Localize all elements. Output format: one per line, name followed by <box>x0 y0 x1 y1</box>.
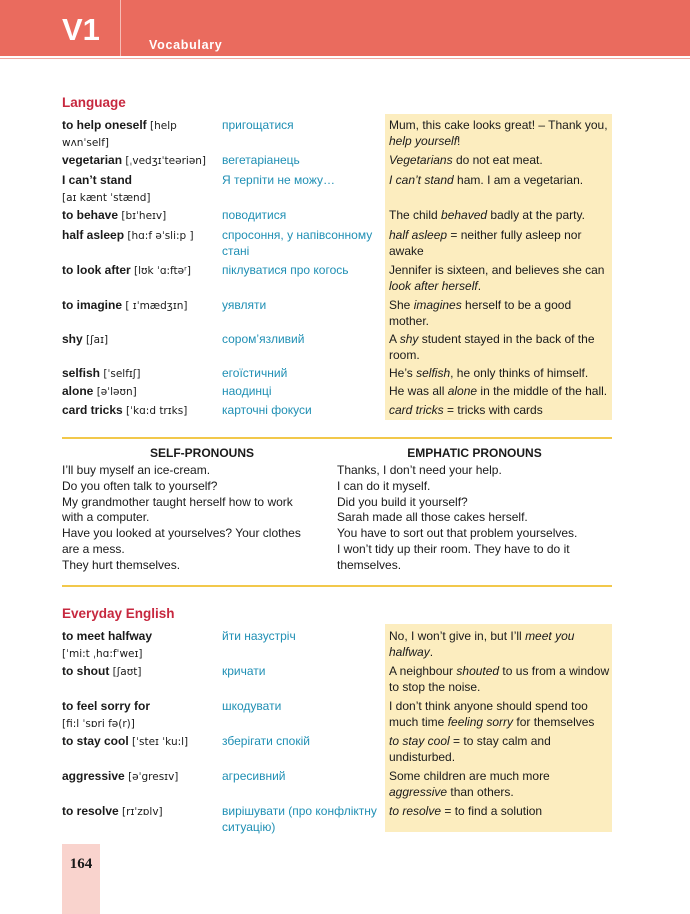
term: to stay cool <box>62 734 129 748</box>
term: aggressive <box>62 769 125 783</box>
transcription: [help <box>150 120 177 132</box>
example-highlight: look after herself <box>389 279 478 293</box>
header-underline <box>0 58 690 59</box>
transcription: [əˈləʊn] <box>96 386 137 398</box>
translation: зберігати спокій <box>222 734 310 748</box>
translation: йти назустріч <box>222 629 296 643</box>
example-text-end: . <box>429 645 434 659</box>
term: I can’t stand <box>62 173 133 187</box>
translation: Я терпіти не можу… <box>222 173 335 187</box>
translation: егоїстичний <box>222 366 288 380</box>
translation: вегетаріанець <box>222 153 300 167</box>
example-line: are a mess. <box>62 541 125 556</box>
term-cell <box>62 628 217 662</box>
term: to shout <box>62 664 110 678</box>
example <box>389 227 610 259</box>
example-highlight: imagines <box>413 298 462 312</box>
page-number-tab <box>62 844 100 914</box>
example-text: The child <box>389 208 442 222</box>
example-text-end: herself to be a good mother. <box>389 298 572 328</box>
example <box>389 152 610 168</box>
example-line: with a computer. <box>62 510 150 525</box>
everyday-english-heading: Everyday English <box>62 606 175 621</box>
example-text-end: = tricks with cards <box>443 403 543 417</box>
example <box>389 733 610 765</box>
example-text: Jennifer is sixteen, and believes she can <box>389 263 605 277</box>
term: card tricks <box>62 403 123 417</box>
term: selfish <box>62 366 101 380</box>
example <box>389 262 610 294</box>
translation: пригощатися <box>222 118 294 132</box>
example <box>389 297 610 329</box>
unit-header-bar <box>0 0 690 56</box>
translation: сором’язливий <box>222 332 305 346</box>
example-line: Did you build it yourself? <box>337 494 468 509</box>
term: to behave <box>62 208 119 222</box>
term-cell <box>62 207 217 224</box>
transcription: [ ɪˈmædʒɪn] <box>125 300 188 312</box>
example-highlight: meet you halfway <box>389 629 575 659</box>
transcription-cont: [aɪ kænt ˈstænd] <box>62 192 151 204</box>
example <box>389 768 610 800</box>
example-text-end: ! <box>457 134 461 148</box>
term: to meet halfway <box>62 629 153 643</box>
example-text: A neighbour <box>389 664 457 678</box>
translation: уявляти <box>222 298 267 312</box>
example-text: Mum, this cake looks great! – Thank you, <box>389 118 608 132</box>
example-line: Have you looked at yourselves? Your clothes <box>62 526 301 541</box>
term: alone <box>62 384 94 398</box>
example-highlight: help yourself <box>389 134 458 148</box>
example-text-end: than others. <box>447 785 514 799</box>
example-text: A <box>389 332 400 346</box>
transcription: [ʃaɪ] <box>86 334 109 346</box>
term: to help oneself <box>62 118 147 132</box>
translation: спросоння, у напівсонному стані <box>222 228 373 258</box>
transcription: [hɑ:f əˈsli:p ] <box>127 230 194 242</box>
example-text: He’s <box>389 366 417 380</box>
example-highlight: I can’t stand <box>389 173 454 187</box>
example-line: I’ll buy myself an ice-cream. <box>62 463 211 477</box>
emphatic-pronouns-examples <box>337 463 612 574</box>
term-cell <box>62 172 217 206</box>
term-cell <box>62 262 217 279</box>
transcription: [lʊk ˈɑ:ftəʳ] <box>134 265 191 277</box>
term-cell <box>62 768 217 785</box>
term-cell <box>62 152 217 169</box>
transcription: [rɪˈzɒlv] <box>122 806 163 818</box>
transcription: [ˈsteɪ ˈku:l] <box>132 736 189 748</box>
term: to look after <box>62 263 131 277</box>
section-name: Vocabulary <box>149 38 223 52</box>
example-highlight: to stay cool <box>389 734 450 748</box>
example-line: Thanks, I don’t need your help. <box>337 463 502 477</box>
translation: піклуватися про когось <box>222 263 349 277</box>
term: shy <box>62 332 83 346</box>
term: vegetarian <box>62 153 123 167</box>
term: to resolve <box>62 804 119 818</box>
translation: карточні фокуси <box>222 403 312 417</box>
transcription-cont: wʌnˈself] <box>62 137 109 149</box>
example-highlight: selfish <box>416 366 451 380</box>
transcription: [əˈgresɪv] <box>128 771 179 783</box>
example <box>389 172 610 188</box>
translation: вирішувати (про конфліктну ситуацію) <box>222 804 377 834</box>
divider-bottom <box>62 585 612 587</box>
example-text-end: . <box>477 279 482 293</box>
transcription: [bɪˈheɪv] <box>121 210 167 222</box>
term-cell <box>62 227 217 244</box>
example-text-end: do not eat meat. <box>452 153 543 167</box>
term-cell <box>62 402 217 419</box>
self-pronouns-examples <box>62 463 332 574</box>
example-text-end: for themselves <box>513 715 595 729</box>
example-text: No, I won’t give in, but I’ll <box>389 629 526 643</box>
term: to feel sorry for <box>62 699 151 713</box>
term-cell <box>62 698 217 732</box>
example <box>389 383 610 399</box>
example <box>389 331 610 363</box>
example-text-end: = to stay calm and undisturbed. <box>389 734 551 764</box>
translation: агресивний <box>222 769 286 783</box>
example-line: themselves. <box>337 557 402 572</box>
emphatic-pronouns-heading: EMPHATIC PRONOUNS <box>407 446 542 460</box>
transcription: [ˌvedʒɪˈteəriən] <box>125 155 207 167</box>
example-highlight: feeling sorry <box>447 715 514 729</box>
example-highlight: to resolve <box>389 804 442 818</box>
language-heading: Language <box>62 95 126 110</box>
header-divider <box>120 0 121 56</box>
example-text-end: badly at the party. <box>487 208 585 222</box>
example-highlight: Vegetarians <box>389 153 453 167</box>
example-text: I don’t think anyone should spend too much time <box>389 699 588 729</box>
example <box>389 117 610 149</box>
example <box>389 628 610 660</box>
example <box>389 365 610 381</box>
translation: поводитися <box>222 208 287 222</box>
example <box>389 402 610 418</box>
example-text: Some children are much more <box>389 769 550 783</box>
example-line: You have to sort out that problem yourselves. <box>337 526 578 541</box>
term-cell <box>62 383 217 400</box>
translation: наодинці <box>222 384 272 398</box>
transcription-cont: [ˈmi:t ˌhɑ:fˈweɪ] <box>62 648 143 660</box>
translation: шкодувати <box>222 699 282 713</box>
example <box>389 207 610 223</box>
term-cell <box>62 733 217 750</box>
unit-label: V1 <box>62 12 100 47</box>
example-text-end: to us from a window to stop the noise. <box>389 664 610 694</box>
example-text-end: in the middle of the hall. <box>477 384 608 398</box>
example-line: I can do it myself. <box>337 478 431 493</box>
example <box>389 803 610 819</box>
divider-top <box>62 437 612 439</box>
example-text-end: ham. I am a vegetarian. <box>453 173 584 187</box>
example-line: Sarah made all those cakes herself. <box>337 510 528 525</box>
example-highlight: shouted <box>456 664 500 678</box>
example-line: Do you often talk to yourself? <box>62 478 218 493</box>
example-highlight: shy <box>399 332 419 346</box>
term-cell <box>62 117 217 151</box>
example-text-end: = to find a solution <box>441 804 543 818</box>
example-highlight: behaved <box>441 208 488 222</box>
transcription: [ˈkɑ:d trɪks] <box>126 405 188 417</box>
transcription: [ʃaʊt] <box>112 666 142 678</box>
example-line: I won’t tidy up their room. They have to do it <box>337 541 570 556</box>
example-text-end: , he only thinks of himself. <box>450 366 589 380</box>
page-number: 164 <box>69 856 93 872</box>
example-line: My grandmother taught herself how to work <box>62 494 293 509</box>
term-cell <box>62 331 217 348</box>
term: half asleep <box>62 228 125 242</box>
example-highlight: half asleep <box>389 228 448 242</box>
example-text: She <box>389 298 414 312</box>
transcription: [ˈselfɪʃ] <box>103 368 141 380</box>
term-cell <box>62 663 217 680</box>
translation: кричати <box>222 664 266 678</box>
example <box>389 663 610 695</box>
example-highlight: alone <box>447 384 478 398</box>
term-cell <box>62 365 217 382</box>
example-highlight: card tricks <box>389 403 444 417</box>
term-cell <box>62 297 217 314</box>
example-text-end: = neither fully asleep nor awake <box>389 228 582 258</box>
example-text-end: student stayed in the back of the room. <box>389 332 595 362</box>
example-text: He was all <box>389 384 448 398</box>
example-highlight: aggressive <box>389 785 448 799</box>
term: to imagine <box>62 298 123 312</box>
transcription-cont: [fi:l ˈsɒri fə(r)] <box>62 718 135 730</box>
term-cell <box>62 803 217 820</box>
example <box>389 698 610 730</box>
self-pronouns-heading: SELF-PRONOUNS <box>149 446 254 460</box>
example-line: They hurt themselves. <box>62 557 181 572</box>
